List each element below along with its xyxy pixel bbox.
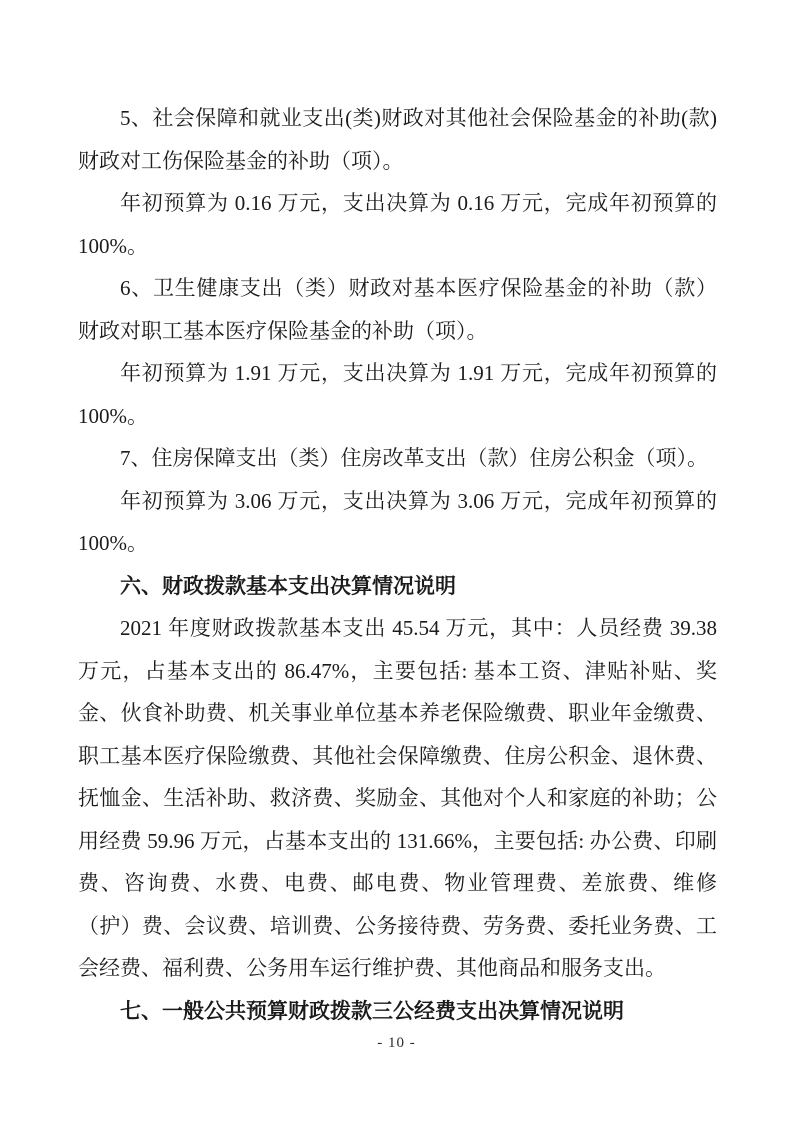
heading-basic-expenditure: 六、财政拨款基本支出决算情况说明 — [120, 573, 456, 598]
document-body — [78, 97, 717, 1032]
paragraph-section7-budget: 年初预算为 3.06 万元，支出决算为 3.06 万元，完成年初预算的 100%。 — [78, 488, 717, 555]
paragraph-section5-title: 5、社会保障和就业支出(类)财政对其他社会保险基金的补助(款)财政对工伤保险基金的补助（项）。 — [78, 106, 717, 173]
paragraph-basic-expenditure-detail: 2021 年度财政拨款基本支出 45.54 万元，其中：人员经费 39.38 万元，占基本支出的 86.47%，主要包括: 基本工资、津贴补贴、奖金、伙食补助费、机关事业单位基本养老保险缴费、职业年金缴费、职工基本医疗保险缴费、其他社会保障缴费、住房公积金、退休费、抚恤金、生活补助、救济费、奖励金、其他对个人和家庭的补助；公用经费 59.96 万元，占基本支出的 131.66%，主要包括: 办公费、印刷费、咨询费、水费、电费、邮电费、物业管理费、差旅费、维修（护）费、会议费、培训费、公务接待费、劳务费、委托业务费、工会经费、福利费、公务用车运行维护费、其他商品和服务支出。 — [78, 616, 717, 980]
paragraph-section5-budget: 年初预算为 0.16 万元，支出决算为 0.16 万元，完成年初预算的 100%。 — [78, 191, 717, 258]
page-number: - 10 - — [377, 1035, 416, 1051]
heading-three-public-funds: 七、一般公共预算财政拨款三公经费支出决算情况说明 — [120, 998, 624, 1023]
paragraph-section6-title: 6、卫生健康支出（类）财政对基本医疗保险基金的补助（款）财政对职工基本医疗保险基金的补助（项）。 — [78, 276, 717, 343]
paragraph-section7-title: 7、住房保障支出（类）住房改革支出（款）住房公积金（项）。 — [120, 446, 708, 470]
paragraph-section6-budget: 年初预算为 1.91 万元，支出决算为 1.91 万元，完成年初预算的 100%。 — [78, 361, 717, 428]
